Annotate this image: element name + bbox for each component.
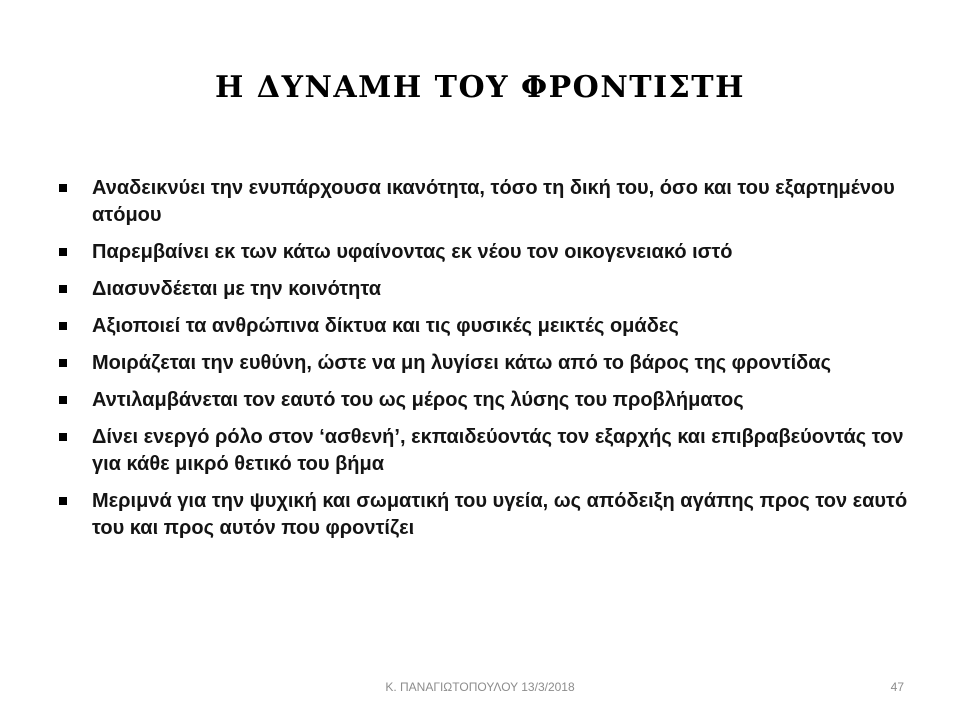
bullet-text: Μοιράζεται την ευθύνη, ώστε να μη λυγίσει κάτω από το βάρος της φροντίδας: [92, 352, 832, 374]
square-bullet-icon: [59, 359, 67, 367]
bullet-text: Μεριμνά για την ψυχική και σωματική του υγεία, ως απόδειξη αγάπης προς τον εαυτό του και προς αυτόν που φροντίζει: [92, 490, 908, 539]
bullet-text: Διασυνδέεται με την κοινότητα: [92, 278, 382, 300]
slide-title: Η ΔΥΝΑΜΗ ΤΟΥ ΦΡΟΝΤΙΣΤΗ: [215, 70, 745, 105]
bullet-text: Παρεμβαίνει εκ των κάτω υφαίνοντας εκ νέου τον οικογενειακό ιστό: [92, 241, 733, 263]
square-bullet-icon: [59, 322, 67, 330]
bullet-text: Αναδεικνύει την ενυπάρχουσα ικανότητα, τόσο τη δική του, όσο και του εξαρτημένου ατόμου: [92, 177, 895, 226]
bullet-text: Αντιλαμβάνεται τον εαυτό του ως μέρος της λύσης του προβλήματος: [92, 389, 744, 411]
bullet-item: [52, 387, 912, 414]
bullet-item: [52, 488, 912, 542]
square-bullet-icon: [59, 248, 67, 256]
bullet-item: [52, 313, 912, 340]
bullet-text: Αξιοποιεί τα ανθρώπινα δίκτυα και τις φυσικές μεικτές ομάδες: [92, 315, 679, 337]
square-bullet-icon: [59, 285, 67, 293]
footer-text: Κ. ΠΑΝΑΓΙΩΤΟΠΟΥΛΟΥ 13/3/2018: [385, 680, 575, 694]
bullet-item: [52, 350, 912, 377]
square-bullet-icon: [59, 396, 67, 404]
bullet-text: Δίνει ενεργό ρόλο στον ‘ασθενή’, εκπαιδεύοντάς τον εξαρχής και επιβραβεύοντάς τον για κάθε μικρό θετικό του βήμα: [92, 426, 904, 475]
bullet-item: [52, 276, 912, 303]
bullet-item: [52, 175, 912, 229]
square-bullet-icon: [59, 433, 67, 441]
bullet-item: [52, 424, 912, 478]
page-number: 47: [890, 680, 904, 694]
square-bullet-icon: [59, 184, 67, 192]
bullet-list: [52, 175, 912, 552]
square-bullet-icon: [59, 497, 67, 505]
bullet-item: [52, 239, 912, 266]
